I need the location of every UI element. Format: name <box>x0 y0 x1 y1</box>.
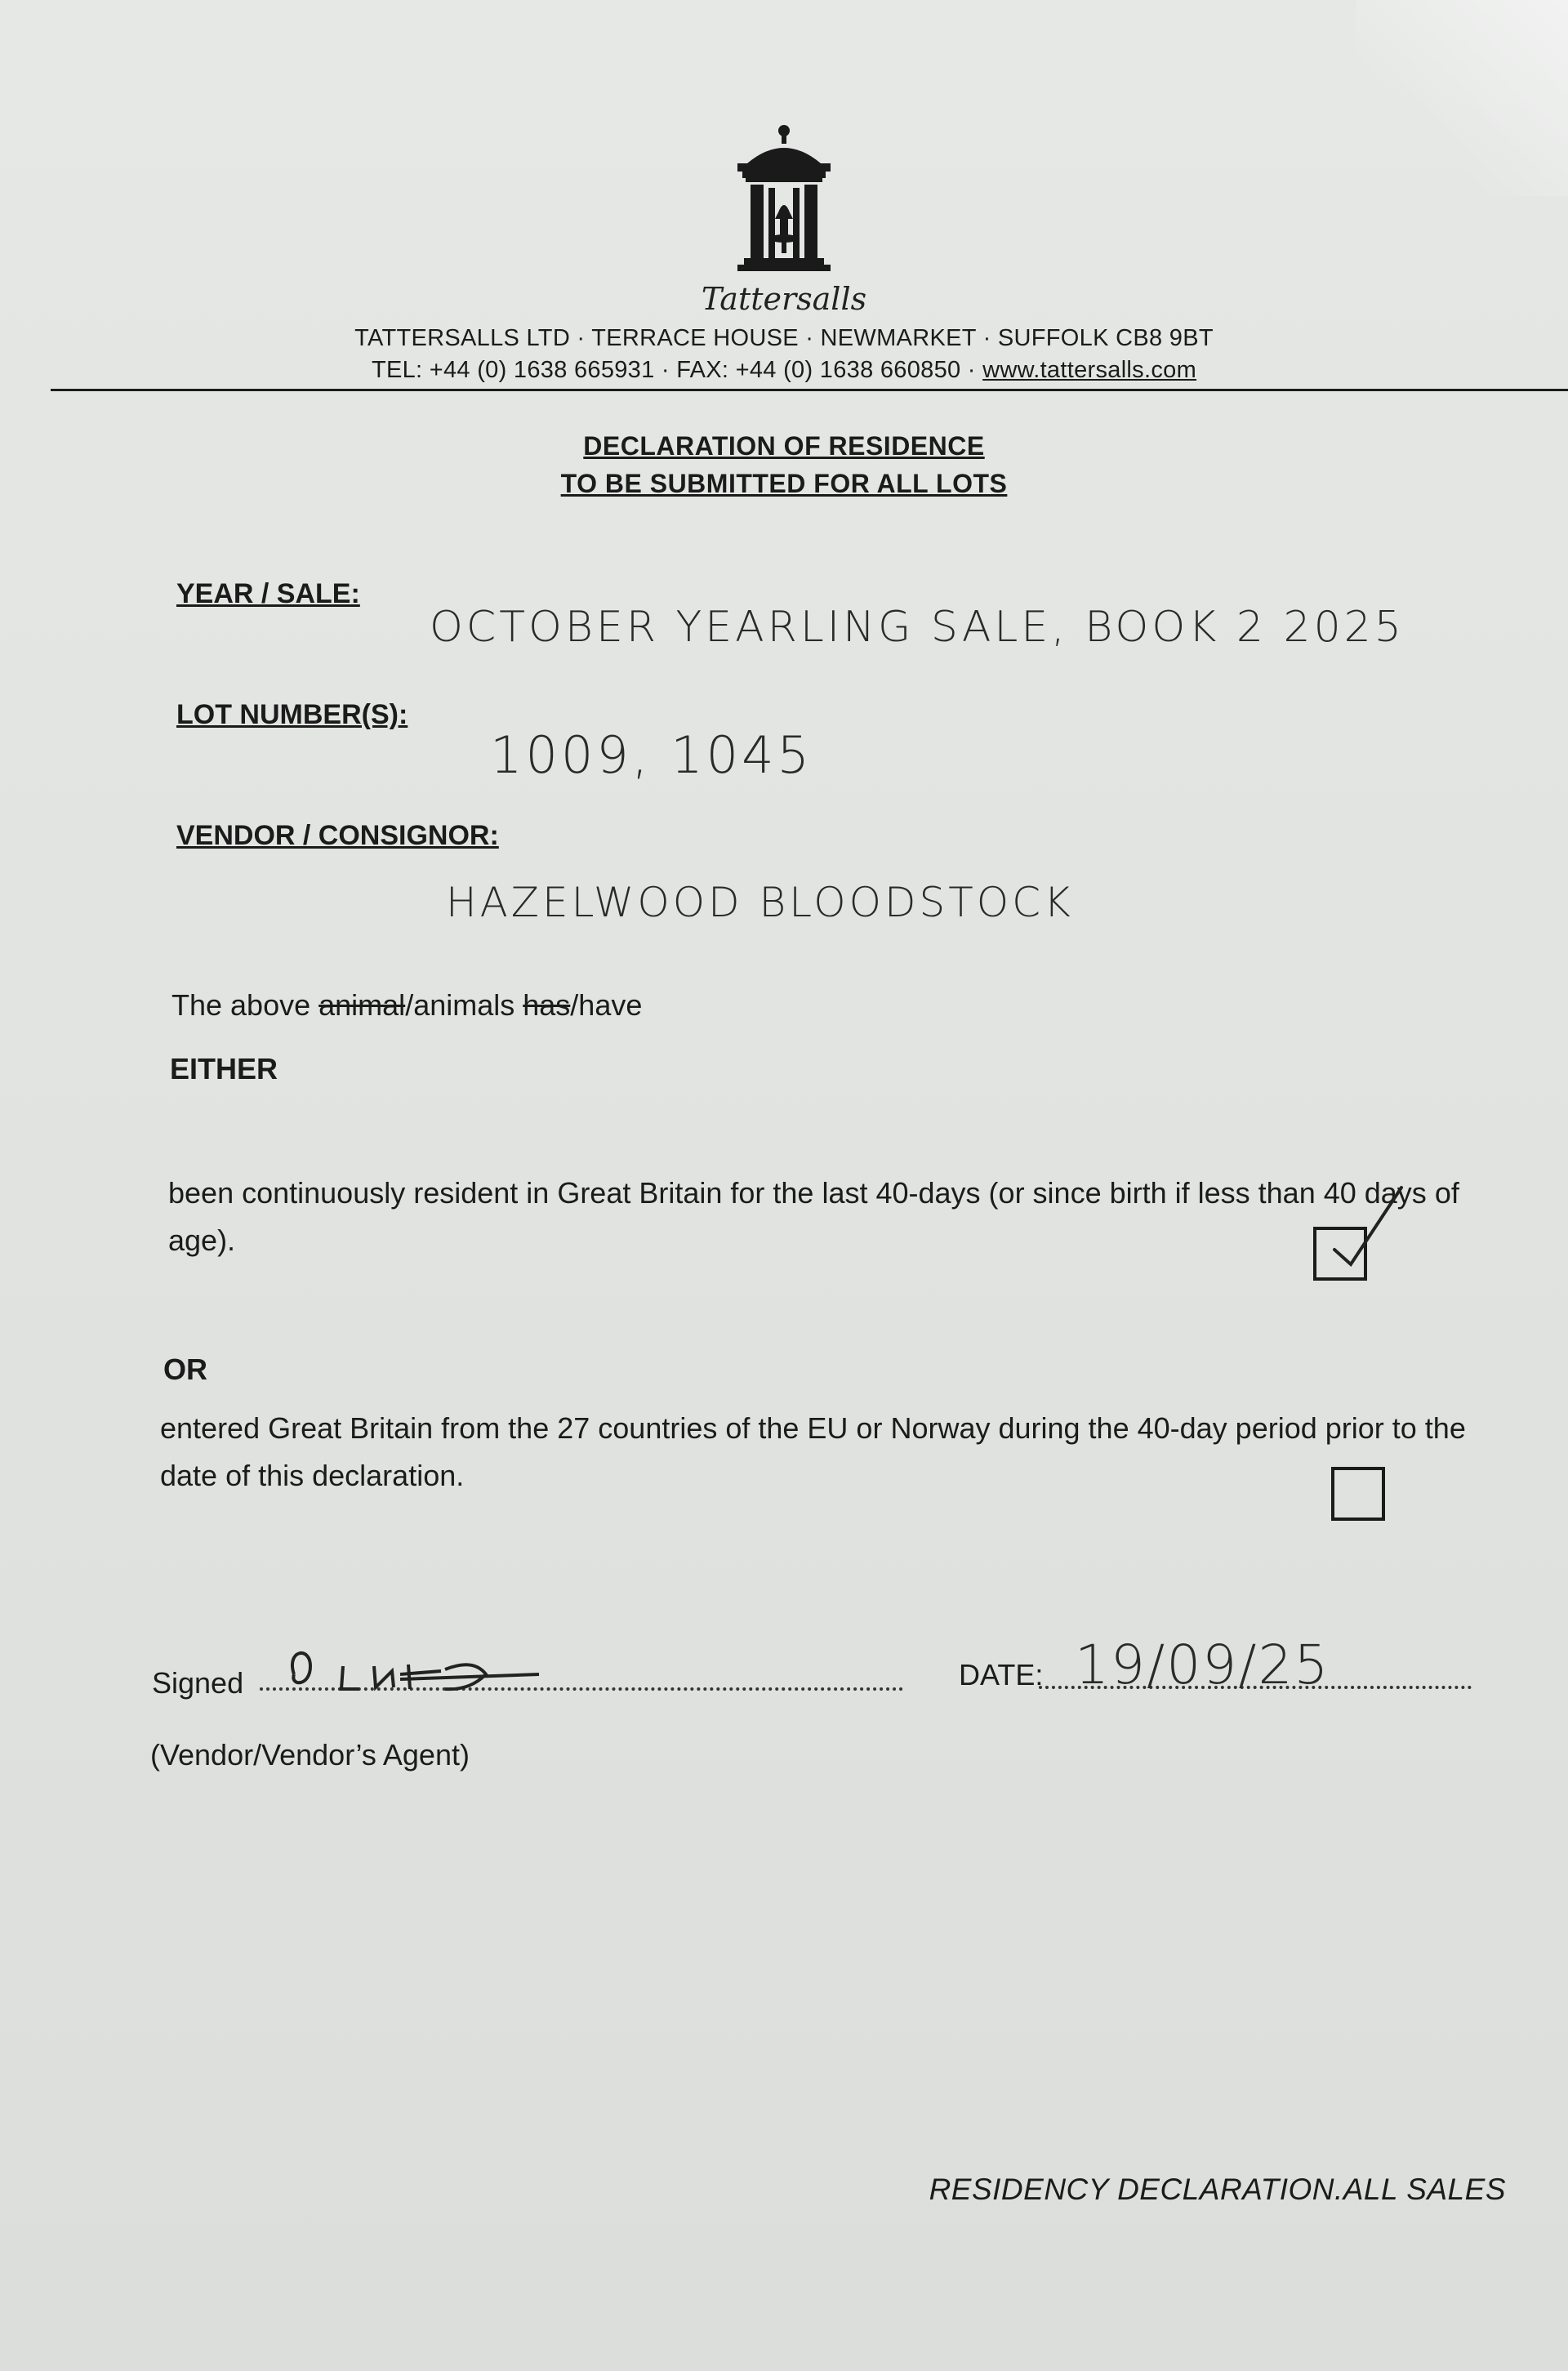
company-contact <box>0 357 1568 384</box>
lot-numbers-label: LOT NUMBER(S): <box>176 699 408 730</box>
either-label: EITHER <box>170 1052 278 1085</box>
intro-text-start: The above <box>172 988 319 1022</box>
lot-numbers-value[interactable]: 1009, 1045 <box>490 725 813 785</box>
letterhead <box>0 123 1568 384</box>
vendor-agent-role: (Vendor/Vendor’s Agent) <box>150 1738 470 1772</box>
phone-fax: TEL: +44 (0) 1638 665931 · FAX: +44 (0) 1638 660850 · <box>371 357 983 383</box>
option2-checkbox[interactable] <box>1331 1467 1385 1521</box>
signature-scribble <box>278 1642 547 1699</box>
company-address: TATTERSALLS LTD · TERRACE HOUSE · NEWMARKET · SUFFOLK CB8 9BT <box>354 325 1214 351</box>
tattersalls-rotunda-logo-icon <box>715 123 853 278</box>
document-reference: RESIDENCY DECLARATION.ALL SALES <box>929 2173 1506 2206</box>
option2-text: entered Great Britain from the 27 countries of the EU or Norway during the 40-day period prior to the date of this declaration. <box>160 1411 1466 1492</box>
intro-text-mid: /animals <box>405 988 523 1022</box>
vendor-value[interactable]: HAZELWOOD BLOODSTOCK <box>446 879 1074 926</box>
year-sale-value[interactable]: OCTOBER YEARLING SALE, BOOK 2 2025 <box>430 603 1405 652</box>
brand-name: Tattersalls <box>701 281 867 317</box>
or-label: OR <box>163 1353 207 1386</box>
header-divider <box>51 389 1568 391</box>
intro-statement <box>172 982 642 1029</box>
struck-has: has <box>523 988 571 1022</box>
option1-text: been continuously resident in Great Britain for the last 40-days (or since birth if less than 40 days of age). <box>168 1176 1459 1257</box>
form-subtitle: TO BE SUBMITTED FOR ALL LOTS <box>560 469 1008 498</box>
signed-label: Signed <box>152 1666 244 1700</box>
date-label: DATE: <box>959 1658 1044 1691</box>
struck-animal: animal <box>318 988 406 1022</box>
checkmark-icon <box>1323 1179 1413 1269</box>
vendor-label: VENDOR / CONSIGNOR: <box>176 820 499 851</box>
website-link[interactable]: www.tattersalls.com <box>982 357 1197 383</box>
form-title: DECLARATION OF RESIDENCE <box>583 431 985 461</box>
year-sale-label: YEAR / SALE: <box>176 578 360 609</box>
intro-text-end: /have <box>570 988 643 1022</box>
date-value[interactable]: 19/09/25 <box>1075 1633 1330 1696</box>
